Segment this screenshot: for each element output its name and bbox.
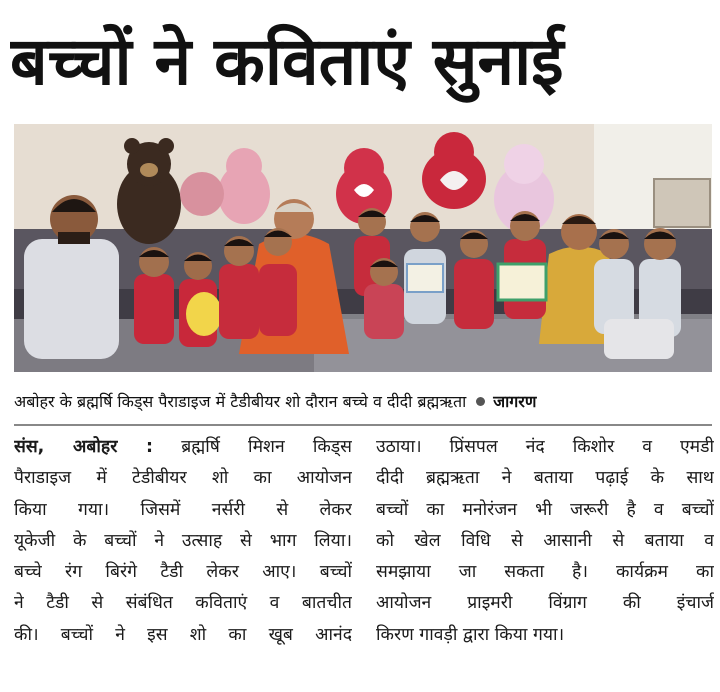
dateline: संस, अबोहर :: [14, 437, 154, 457]
article-line: की। बच्चों ने इस शो का खूब आनंद: [14, 624, 352, 645]
article-line: उठाया। प्रिंसपल नंद किशोर व एमडी: [376, 437, 714, 457]
news-photo: [14, 124, 712, 372]
article-line: समझाया जा सकता है। कार्यक्रम का: [376, 562, 714, 583]
article-line: यूकेजी के बच्चों ने उत्साह से भाग लिया।: [14, 530, 352, 551]
photo-credit: जागरण: [493, 392, 537, 411]
bullet-dot-icon: [476, 397, 485, 406]
photo-caption: [14, 384, 712, 418]
article-column-right: [376, 432, 714, 651]
article-column-left: [14, 432, 352, 651]
article-line: ने टैडी से संबंधित कविताएं व बातचीत: [14, 593, 352, 614]
article-line: पैराडाइज में टेडीबीयर शो का आयोजन: [14, 468, 352, 489]
caption-text: अबोहर के ब्रह्मर्षि किड्स पैराडाइज में टैडीबीयर शो दौरान बच्चे व दीदी ब्रह्मऋता: [14, 392, 467, 411]
article-line: दीदी ब्रह्मऋता ने बताया पढ़ाई के साथ: [376, 468, 714, 489]
divider: [14, 424, 712, 426]
article-line: बच्चे रंग बिरंगे टैडी लेकर आए। बच्चों: [14, 562, 352, 583]
article-line: किरण गावड़ी द्वारा किया गया।: [376, 624, 565, 645]
article-line: संस, अबोहर : ब्रह्मर्षि मिशन किड्स: [14, 437, 352, 457]
photo-illustration: [14, 124, 712, 372]
article-line: आयोजन प्राइमरी विंग्राग की इंचार्ज: [376, 593, 714, 614]
headline: बच्चों ने कविताएं सुनाई: [10, 23, 564, 100]
article-line: को खेल विधि से आसानी से बताया व: [376, 530, 714, 551]
article-line: किया गया। जिसमें नर्सरी से लेकर: [14, 499, 352, 520]
article-line: बच्चों का मनोरंजन भी जरूरी है व बच्चों: [376, 499, 714, 520]
